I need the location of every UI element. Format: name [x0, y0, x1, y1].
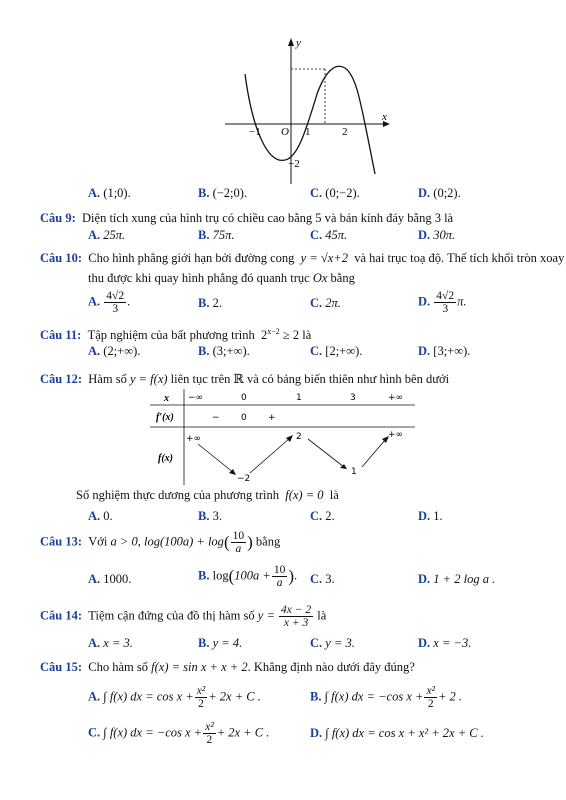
- q9-stem: Câu 9: Diện tích xung của hình trụ có chiều cao bằng 5 và bán kính đáy bằng 3 là: [40, 211, 454, 225]
- q15-option-a[interactable]: A. ∫ f(x) dx = cos x + $\frac{\text{x²}}{2}$ + 2x + C .: [88, 685, 261, 710]
- q10-option-b[interactable]: B. 2.: [198, 296, 222, 310]
- x-val-1: 0: [241, 393, 247, 403]
- q12-option-d[interactable]: D. 1.: [418, 509, 443, 523]
- q12-option-b[interactable]: B. 3.: [198, 509, 222, 523]
- q13-option-a[interactable]: A. 1000.: [88, 572, 132, 586]
- row-f-label: f(x): [158, 453, 173, 464]
- q8-option-c[interactable]: C. (0;−2).: [310, 186, 360, 200]
- q9-option-c[interactable]: C. 45π.: [310, 228, 348, 242]
- q12-question: Số nghiệm thực dương của phương trình f(x) = 0 là: [76, 488, 339, 502]
- q8-option-b[interactable]: B. (−2;0).: [198, 186, 248, 200]
- q14-option-d[interactable]: D. x = −3.: [418, 636, 472, 650]
- tick-minus-1: −1: [249, 126, 261, 138]
- q14-stem: Câu 14: Tiệm cận đứng của đồ thị hàm số y = $\frac{4x - 2}{x + 3}$ là: [40, 604, 327, 629]
- x-axis-label: x: [382, 111, 387, 123]
- q12-stem: Câu 12: Hàm số y = f(x) liên tục trên ℝ và có bảng biến thiên như hình bên dưới: [40, 372, 450, 386]
- q13-option-d[interactable]: D. 1 + 2 log a .: [418, 572, 496, 586]
- variation-table: [150, 389, 415, 485]
- q12-option-a[interactable]: A. 0.: [88, 509, 113, 523]
- q9-option-a[interactable]: A. 25π.: [88, 228, 126, 242]
- f-val-0: +∞: [186, 434, 202, 444]
- q15-option-c[interactable]: C. ∫ f(x) dx = −cos x + $\frac{\text{x²}}{2}$ + 2x + C .: [88, 721, 270, 746]
- q13-stem: Câu 13: Với a > 0, log(100a) + log( $\frac{10}{a}$ ) bằng: [40, 530, 281, 555]
- q8-option-d[interactable]: D. (0;2).: [418, 186, 461, 200]
- q14-option-c[interactable]: C. y = 3.: [310, 636, 355, 650]
- q12-option-c[interactable]: C. 2.: [310, 509, 335, 523]
- fp-val-0: −: [212, 413, 220, 423]
- q11-option-a[interactable]: A. (2;+∞).: [88, 344, 141, 358]
- y-axis-label: y: [296, 37, 301, 49]
- tick-2: 2: [342, 126, 348, 138]
- q10-stem: Câu 10: Cho hình phẳng giới hạn bởi đường cong y = √x+2 và hai trục toạ độ. Thể tích khối tròn xoay: [40, 251, 565, 265]
- q10-option-d[interactable]: D. $\frac{4√2}{3}$ π.: [418, 290, 467, 315]
- row-x-label: x: [164, 393, 169, 404]
- q8-option-a[interactable]: A. (1;0).: [88, 186, 131, 200]
- f-val-3: 1: [351, 467, 357, 477]
- q10-stem-line2: thu được khi quay hình phẳng đó quanh trục Ox bằng: [88, 271, 355, 285]
- fp-val-1: 0: [241, 413, 247, 423]
- x-val-4: +∞: [388, 393, 404, 403]
- q11-option-b[interactable]: B. (3;+∞).: [198, 344, 250, 358]
- q9-option-d[interactable]: D. 30π.: [418, 228, 456, 242]
- x-val-3: 3: [350, 393, 356, 403]
- x-val-0: −∞: [188, 393, 204, 403]
- row-fprime-label: f′(x): [156, 412, 174, 423]
- q15-option-b[interactable]: B. ∫ f(x) dx = −cos x + $\frac{\text{x²}}{2}$ + 2 .: [310, 685, 463, 710]
- fp-val-2: +: [268, 413, 276, 423]
- q11-option-d[interactable]: D. [3;+∞).: [418, 344, 471, 358]
- f-val-2: 2: [296, 432, 302, 442]
- f-val-1: −2: [237, 474, 251, 484]
- tick-minus-2: −2: [288, 158, 300, 170]
- q10-option-c[interactable]: C. 2π.: [310, 296, 341, 310]
- q15-stem: Câu 15: Cho hàm số f(x) = sin x + x + 2. Khẳng định nào dưới đây đúng?: [40, 660, 415, 674]
- origin-label: O: [281, 126, 289, 138]
- q15-option-d[interactable]: D. ∫ f(x) dx = cos x + x² + 2x + C .: [310, 726, 484, 740]
- q11-option-c[interactable]: C. [2;+∞).: [310, 344, 363, 358]
- q9-option-b[interactable]: B. 75π.: [198, 228, 235, 242]
- q13-option-b[interactable]: B. log(100a + $\frac{10}{a}$ ).: [198, 564, 298, 589]
- q14-option-b[interactable]: B. y = 4.: [198, 636, 243, 650]
- q14-option-a[interactable]: A. x = 3.: [88, 636, 133, 650]
- x-val-2: 1: [296, 393, 302, 403]
- q10-option-a[interactable]: A. $\frac{4√2}{3}$ .: [88, 290, 131, 315]
- q13-option-c[interactable]: C. 3.: [310, 572, 335, 586]
- q11-stem: Câu 11: Tập nghiệm của bất phương trình $2^{x-2} \ge 2$ là: [40, 327, 312, 343]
- function-graph: [225, 34, 395, 184]
- f-val-4: +∞: [388, 430, 404, 440]
- tick-1: 1: [305, 126, 311, 138]
